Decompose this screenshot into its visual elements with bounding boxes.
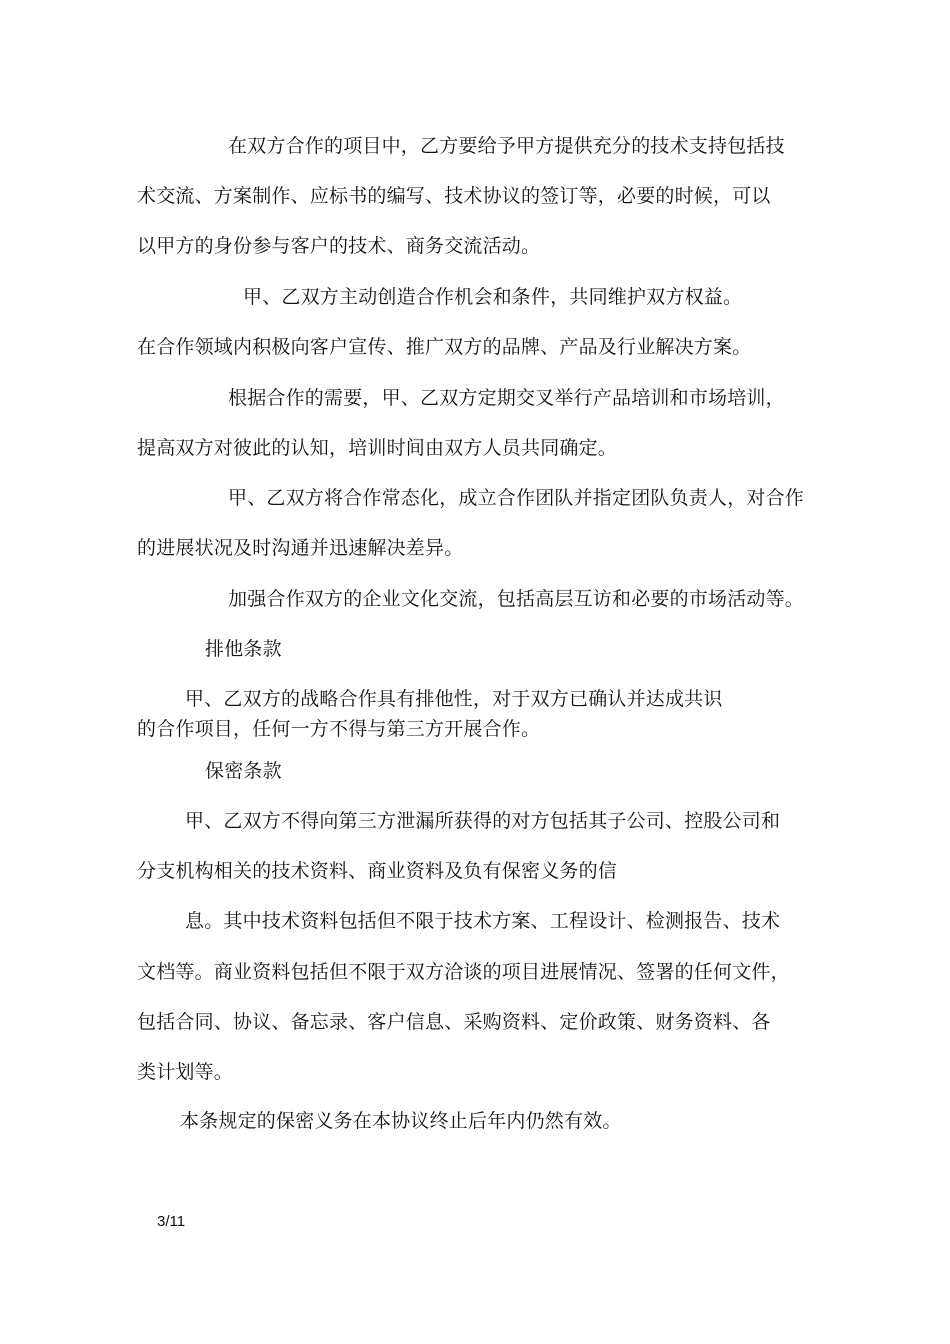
paragraph-line: 在双方合作的项目中，乙方要给予甲方提供充分的技术支持包括技 bbox=[228, 135, 785, 157]
paragraph-line: 息。其中技术资料包括但不限于技术方案、工程设计、检测报告、技术 bbox=[185, 910, 781, 932]
paragraph-line: 包括合同、协议、备忘录、客户信息、采购资料、定价政策、财务资料、各 bbox=[137, 1011, 771, 1033]
paragraph-line: 的合作项目，任何一方不得与第三方开展合作。 bbox=[137, 718, 541, 740]
page-number: 3/11 bbox=[157, 1213, 186, 1230]
paragraph-line: 本条规定的保密义务在本协议终止后年内仍然有效。 bbox=[180, 1110, 622, 1132]
paragraph-line: 在合作领域内积极向客户宣传、推广双方的品牌、产品及行业解决方案。 bbox=[137, 336, 752, 358]
paragraph-line: 甲、乙双方将合作常态化，成立合作团队并指定团队负责人，对合作 bbox=[228, 487, 805, 509]
section-heading: 排他条款 bbox=[205, 638, 282, 660]
paragraph-line: 加强合作双方的企业文化交流，包括高层互访和必要的市场活动等。 bbox=[228, 588, 805, 610]
paragraph-line: 甲、乙双方不得向第三方泄漏所获得的对方包括其子公司、控股公司和 bbox=[185, 810, 781, 832]
paragraph-line: 术交流、方案制作、应标书的编写、技术协议的签订等，必要的时候，可以 bbox=[137, 185, 771, 207]
paragraph-line: 甲、乙双方的战略合作具有排他性，对于双方已确认并达成共识 bbox=[185, 688, 723, 710]
section-heading: 保密条款 bbox=[205, 760, 282, 782]
paragraph-line: 甲、乙双方主动创造合作机会和条件，共同维护双方权益。 bbox=[243, 286, 743, 308]
paragraph-line: 提高双方对彼此的认知，培训时间由双方人员共同确定。 bbox=[137, 437, 618, 459]
paragraph-line: 类计划等。 bbox=[137, 1061, 234, 1083]
paragraph-line: 以甲方的身份参与客户的技术、商务交流活动。 bbox=[137, 235, 541, 257]
paragraph-line: 根据合作的需要，甲、乙双方定期交叉举行产品培训和市场培训， bbox=[228, 387, 785, 409]
paragraph-line: 文档等。商业资料包括但不限于双方洽谈的项目进展情况、签署的任何文件， bbox=[137, 961, 790, 983]
paragraph-line: 分支机构相关的技术资料、商业资料及负有保密义务的信 bbox=[137, 860, 618, 882]
paragraph-line: 的进展状况及时沟通并迅速解决差异。 bbox=[137, 537, 464, 559]
